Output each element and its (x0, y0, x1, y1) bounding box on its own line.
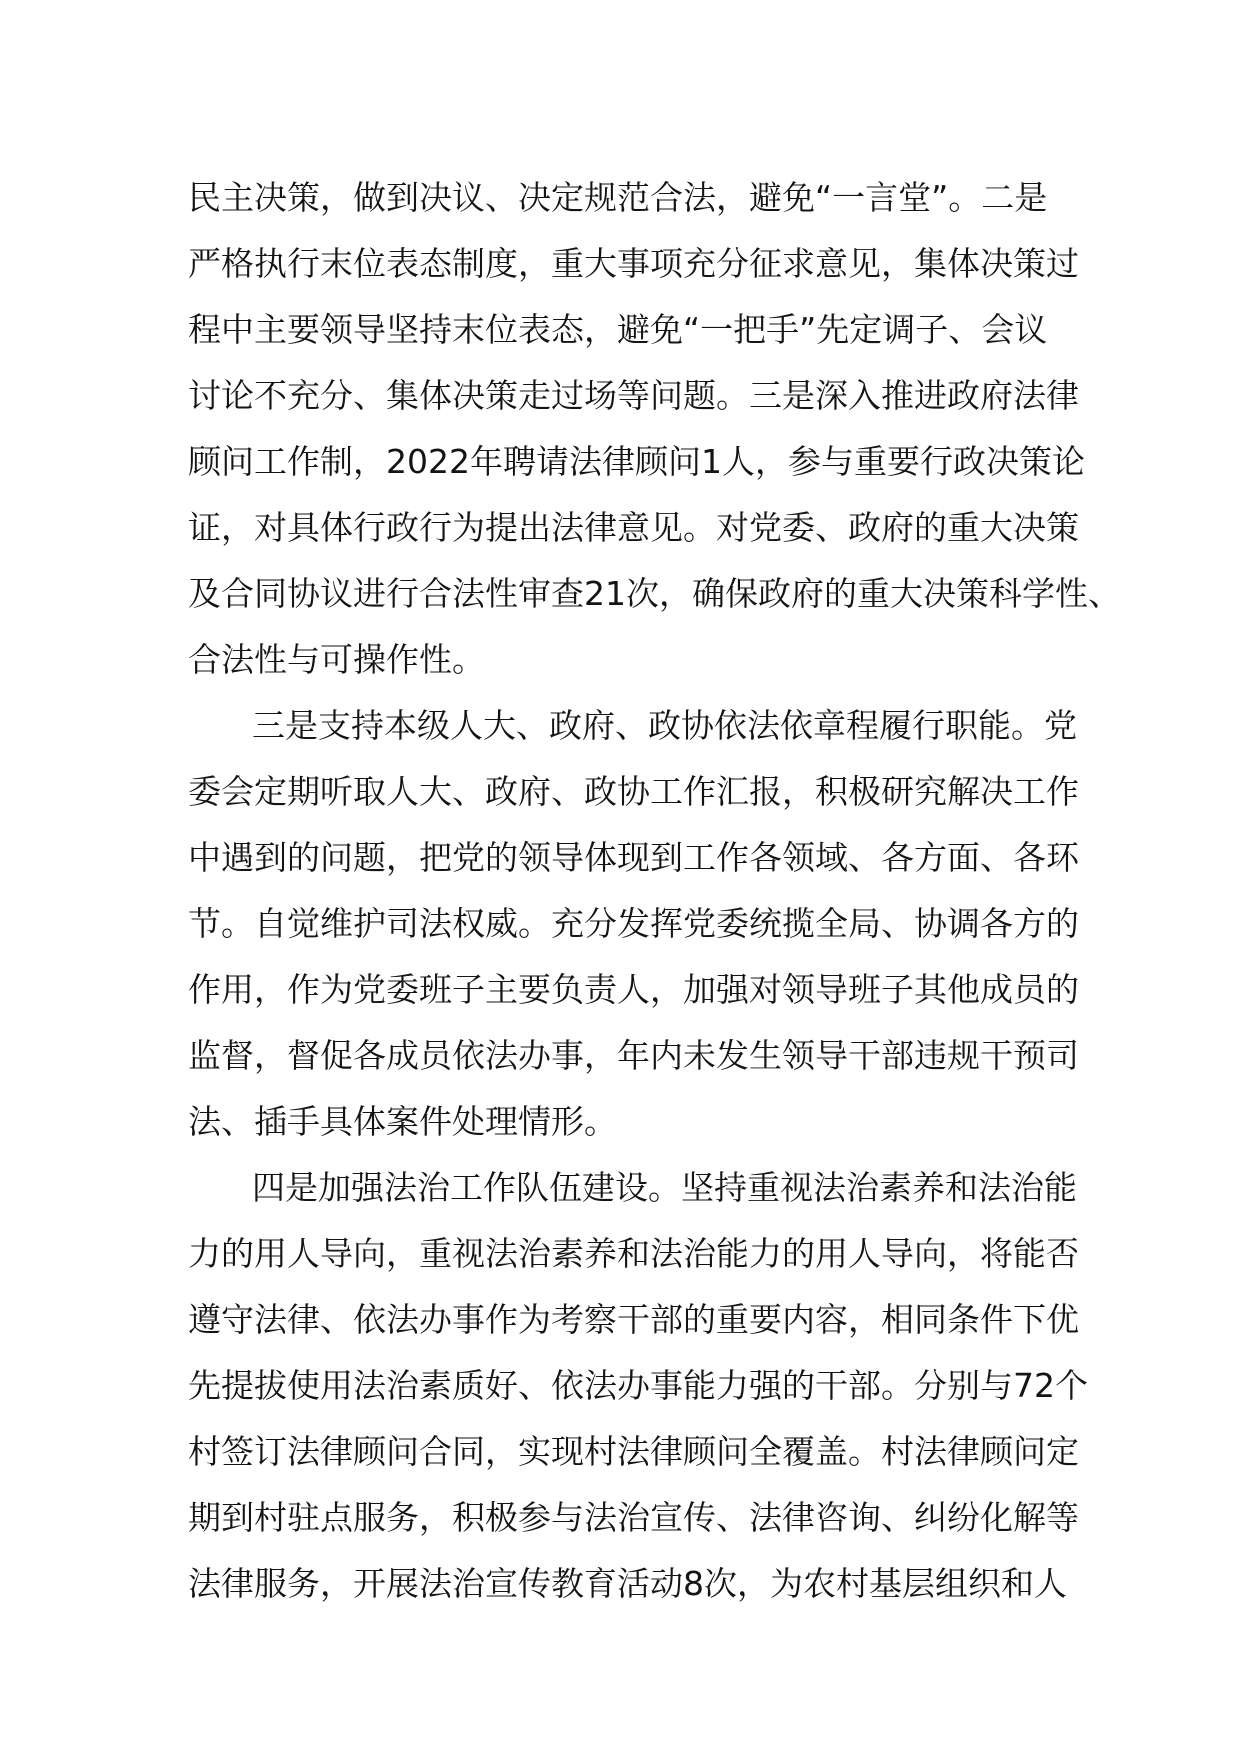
paragraph-start-line: 三是支持本级人大、政府、政协依法依章程履行职能。党 (252, 706, 1077, 745)
body-text-line: 严格执行末位表态制度，重大事项充分征求意见，集体决策过 (188, 244, 1079, 283)
body-text-line: 力的用人导向，重视法治素养和法治能力的用人导向，将能否 (188, 1234, 1079, 1273)
body-text-line: 法律服务，开展法治宣传教育活动8次，为农村基层组织和人 (188, 1564, 1067, 1603)
body-text-line: 中遇到的问题，把党的领导体现到工作各领域、各方面、各环 (188, 838, 1079, 877)
body-text-line: 先提拔使用法治素质好、依法办事能力强的干部。分别与72个 (188, 1366, 1088, 1405)
body-text-line: 遵守法律、依法办事作为考察干部的重要内容，相同条件下优 (188, 1300, 1079, 1339)
body-text-line: 监督，督促各成员依法办事，年内未发生领导干部违规干预司 (188, 1036, 1079, 1075)
body-text-line: 程中主要领导坚持末位表态，避免“一把手”先定调子、会议 (188, 310, 1048, 349)
body-text-line: 顾问工作制，2022年聘请法律顾问1人，参与重要行政决策论 (188, 442, 1085, 481)
body-text-line: 期到村驻点服务，积极参与法治宣传、法律咨询、纠纷化解等 (188, 1498, 1079, 1537)
body-text-line: 及合同协议进行合法性审查21次，确保政府的重大决策科学性、 (188, 574, 1121, 613)
body-text-line: 节。自觉维护司法权威。充分发挥党委统揽全局、协调各方的 (188, 904, 1079, 943)
body-text-line: 证，对具体行政行为提出法律意见。对党委、政府的重大决策 (188, 508, 1079, 547)
body-text-line: 村签订法律顾问合同，实现村法律顾问全覆盖。村法律顾问定 (188, 1432, 1079, 1471)
body-text-line: 委会定期听取人大、政府、政协工作汇报，积极研究解决工作 (188, 772, 1079, 811)
body-text-line: 合法性与可操作性。 (188, 640, 485, 679)
body-text-line: 作用，作为党委班子主要负责人，加强对领导班子其他成员的 (188, 970, 1079, 1009)
body-text-line: 民主决策，做到决议、决定规范合法，避免“一言堂”。二是 (188, 178, 1048, 217)
paragraph-start-line: 四是加强法治工作队伍建设。坚持重视法治素养和法治能 (252, 1168, 1077, 1207)
body-text-line: 法、插手具体案件处理情形。 (188, 1102, 617, 1141)
body-text-line: 讨论不充分、集体决策走过场等问题。三是深入推进政府法律 (188, 376, 1079, 415)
